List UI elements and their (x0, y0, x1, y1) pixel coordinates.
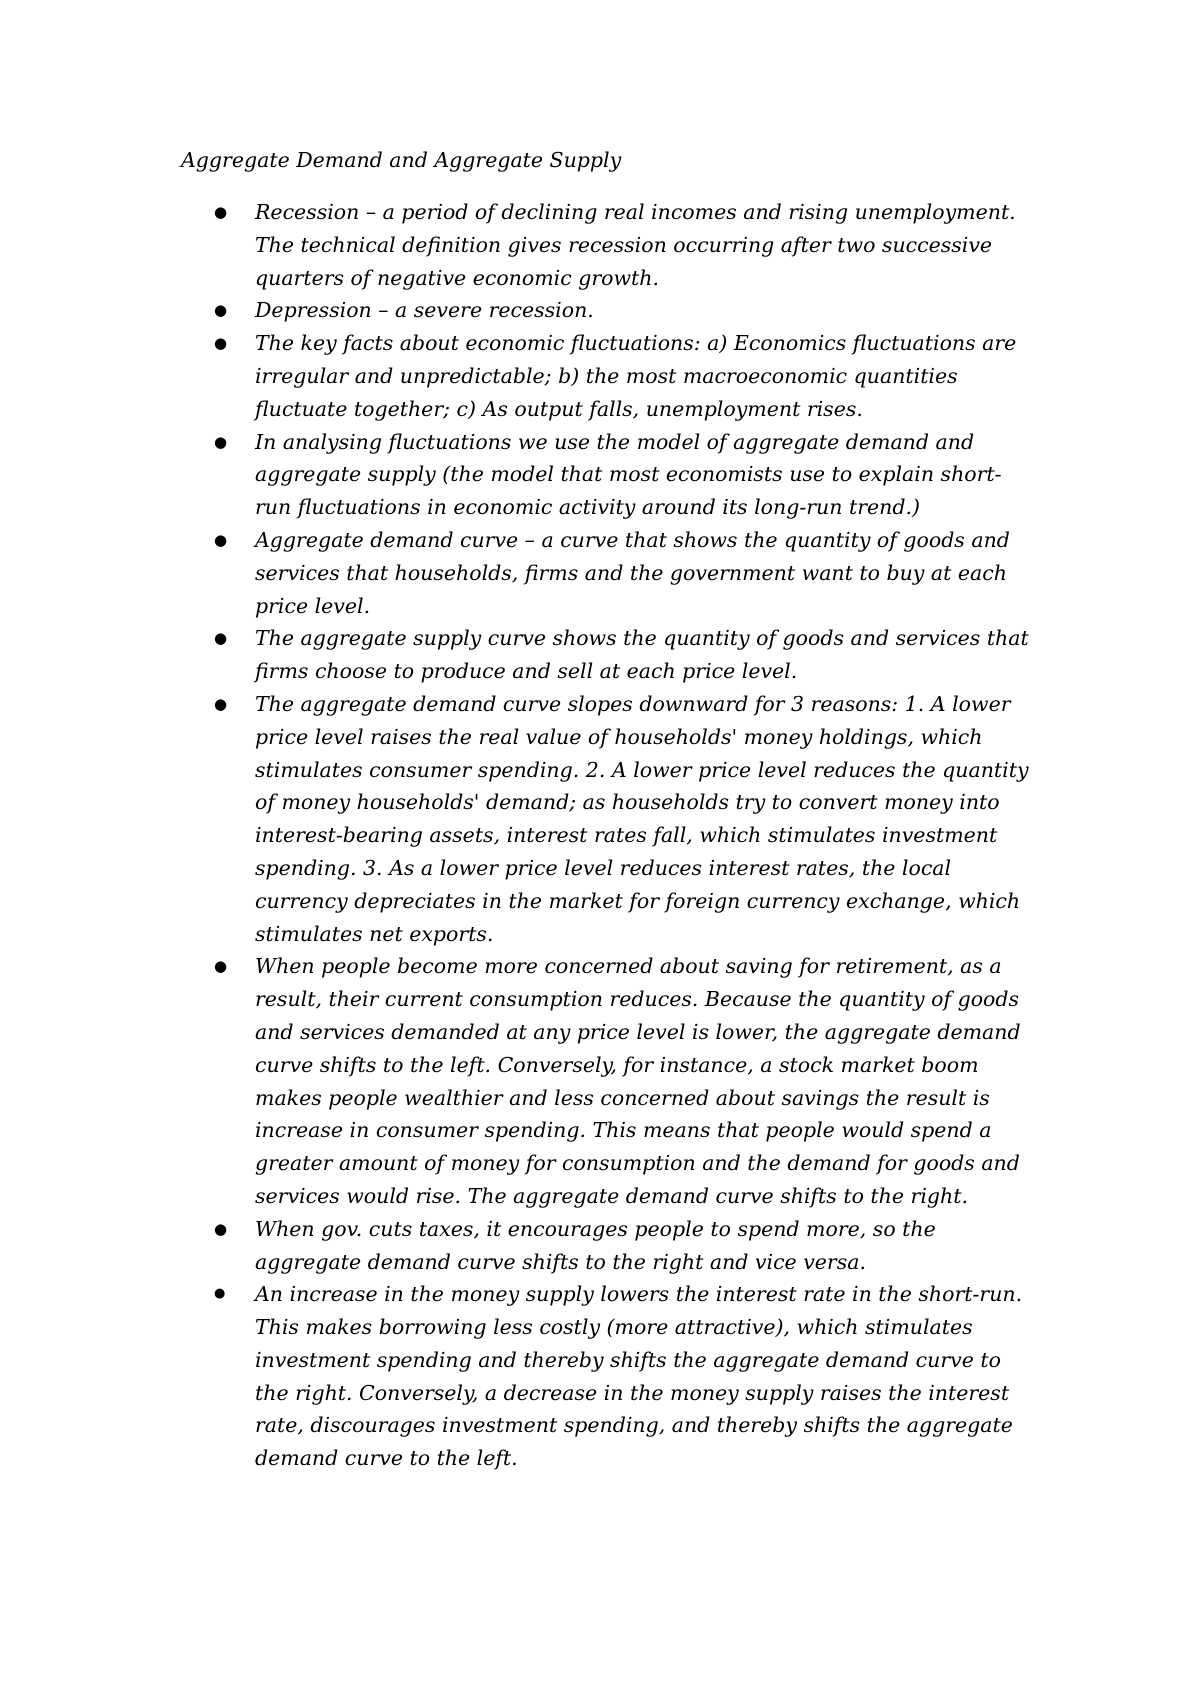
list-item-text: In analysing fluctuations we use the model of aggregate demand and aggregate supply (the model that most economists use to explain short-run fluctuations in economic activity around its long-run trend.) (255, 429, 1002, 520)
list-item-text: When gov. cuts taxes, it encourages people to spend more, so the aggregate demand curve shifts to the right and vice versa. (255, 1216, 936, 1274)
bullet-icon: ● (214, 334, 228, 353)
list-item (0, 1278, 1035, 1475)
bullet-icon: ● (214, 432, 228, 451)
bullet-icon: ● (214, 629, 228, 648)
bullet-icon: ● (214, 530, 228, 549)
bullet-icon: ● (214, 957, 228, 976)
bullet-list (0, 196, 1200, 1475)
list-item (0, 426, 1035, 524)
list-item (0, 622, 1035, 688)
list-item-text: Depression – a severe recession. (255, 298, 594, 323)
list-item-text: The aggregate supply curve shows the quantity of goods and services that firms choose to produce and sell at each price level. (255, 626, 1029, 684)
list-item (0, 327, 1035, 425)
list-item (0, 196, 1035, 294)
list-item-text: Aggregate demand curve – a curve that shows the quantity of goods and services that households, firms and the government want to buy at each price level. (255, 527, 1010, 618)
list-item (0, 524, 1035, 622)
list-item-text: When people become more concerned about saving for retirement, as a result, their current consumption reduces. Because the quantity of goods and services demanded at any price level is lower, the aggregate demand curve shifts to the left. Conversely, for instance, a stock market boom makes people wealthier and less concerned about savings the result is increase in consumer spending. This means that people would spend a greater amount of money for consumption and the demand for goods and services would rise. The aggregate demand curve shifts to the right. (255, 954, 1021, 1208)
bullet-icon: ● (214, 203, 228, 221)
list-item-text: An increase in the money supply lowers the interest rate in the short-run. This makes borrowing less costly (more attractive), which stimulates investment spending and thereby shifts the aggregate demand curve to the right. Conversely, a decrease in the money supply raises the interest rate, discourages investment spending, and thereby shifts the aggregate demand curve to the left. (255, 1282, 1023, 1471)
list-item-text: The key facts about economic fluctuations: a) Economics fluctuations are irregular and unpredictable; b) the most macroeconomic quantities fluctuate together; c) As output falls, unemployment rises. (255, 331, 1017, 421)
bullet-icon: ● (214, 1219, 228, 1238)
list-item (0, 294, 1035, 327)
bullet-icon: ● (214, 1286, 226, 1302)
list-item-text: The aggregate demand curve slopes downward for 3 reasons: 1. A lower price level raises the real value of households' money holdings, which stimulates consumer spending. 2. A lower price level reduces the quantity of money households' demand; as households try to convert money into interest-bearing assets, interest rates fall, which stimulates investment spending. 3. As a lower price level reduces interest rates, the local currency depreciates in the market for foreign currency exchange, which stimulates net exports. (255, 691, 1029, 946)
list-item-text: Recession – a period of declining real incomes and rising unemployment. The technical definition gives recession occurring after two successive quarters of negative economic growth. (255, 200, 1016, 290)
document-title: Aggregate Demand and Aggregate Supply (181, 148, 622, 172)
list-item (0, 1213, 1035, 1279)
bullet-icon: ● (214, 694, 228, 713)
bullet-icon: ● (214, 301, 228, 320)
list-item (0, 950, 1035, 1212)
list-item (0, 688, 1035, 950)
